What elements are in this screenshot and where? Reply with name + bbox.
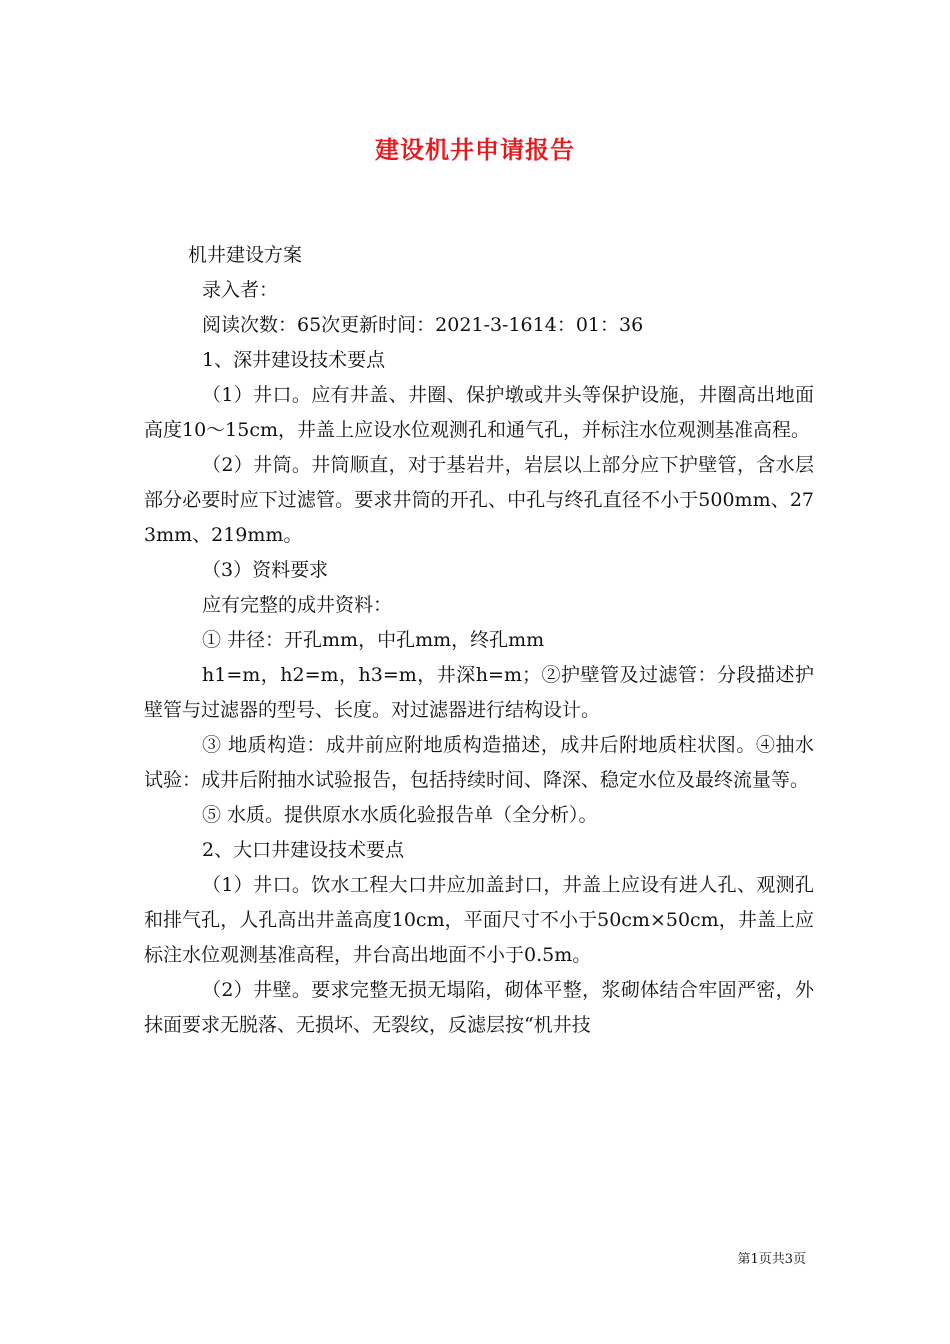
paragraph: ① 井径：开孔mm，中孔mm，终孔mm	[202, 629, 545, 651]
paragraph: ⑤ 水质。提供原水水质化验报告单（全分析）。	[202, 804, 598, 826]
page-footer: 第1页共3页	[737, 1252, 806, 1267]
paragraph: h1=m，h2=m，h3=m，井深h=m；②护壁管及过滤管：分段描述护壁管与过滤器的型号、长度。对过滤器进行结构设计。	[144, 664, 814, 721]
paragraph: （3）资料要求	[202, 559, 329, 581]
paragraph: 应有完整的成井资料：	[202, 594, 393, 616]
paragraph: 机井建设方案	[188, 244, 303, 266]
paragraph: （1）井口。应有井盖、井圈、保护墩或井头等保护设施，井圈高出地面高度10～15cm，井盖上应设水位观测孔和通气孔，并标注水位观测基准高程。	[144, 384, 814, 441]
document-body	[144, 238, 814, 1043]
paragraph: （2）井壁。要求完整无损无塌陷，砌体平整，浆砌体结合牢固严密，外抹面要求无脱落、无损坏、无裂纹，反滤层按“机井技	[144, 979, 814, 1036]
paragraph: （1）井口。饮水工程大口井应加盖封口，井盖上应设有进人孔、观测孔和排气孔，人孔高出井盖高度10cm，平面尺寸不小于50cm×50cm，井盖上应标注水位观测基准高程，井台高出地面不小于0.5m。	[144, 874, 814, 966]
paragraph: 2、大口井建设技术要点	[202, 839, 405, 861]
paragraph: ③ 地质构造：成井前应附地质构造描述，成井后附地质柱状图。④抽水试验：成井后附抽水试验报告，包括持续时间、降深、稳定水位及最终流量等。	[144, 734, 814, 791]
paragraph: 录入者：	[202, 279, 279, 301]
paragraph: （2）井筒。井筒顺直，对于基岩井，岩层以上部分应下护壁管，含水层部分必要时应下过滤管。要求井筒的开孔、中孔与终孔直径不小于500mm、273mm、219mm。	[144, 454, 814, 546]
document-title: 建设机井申请报告	[375, 135, 575, 164]
paragraph: 1、深井建设技术要点	[202, 349, 386, 371]
paragraph: 阅读次数：65次更新时间：2021-3-1614：01：36	[202, 314, 644, 336]
